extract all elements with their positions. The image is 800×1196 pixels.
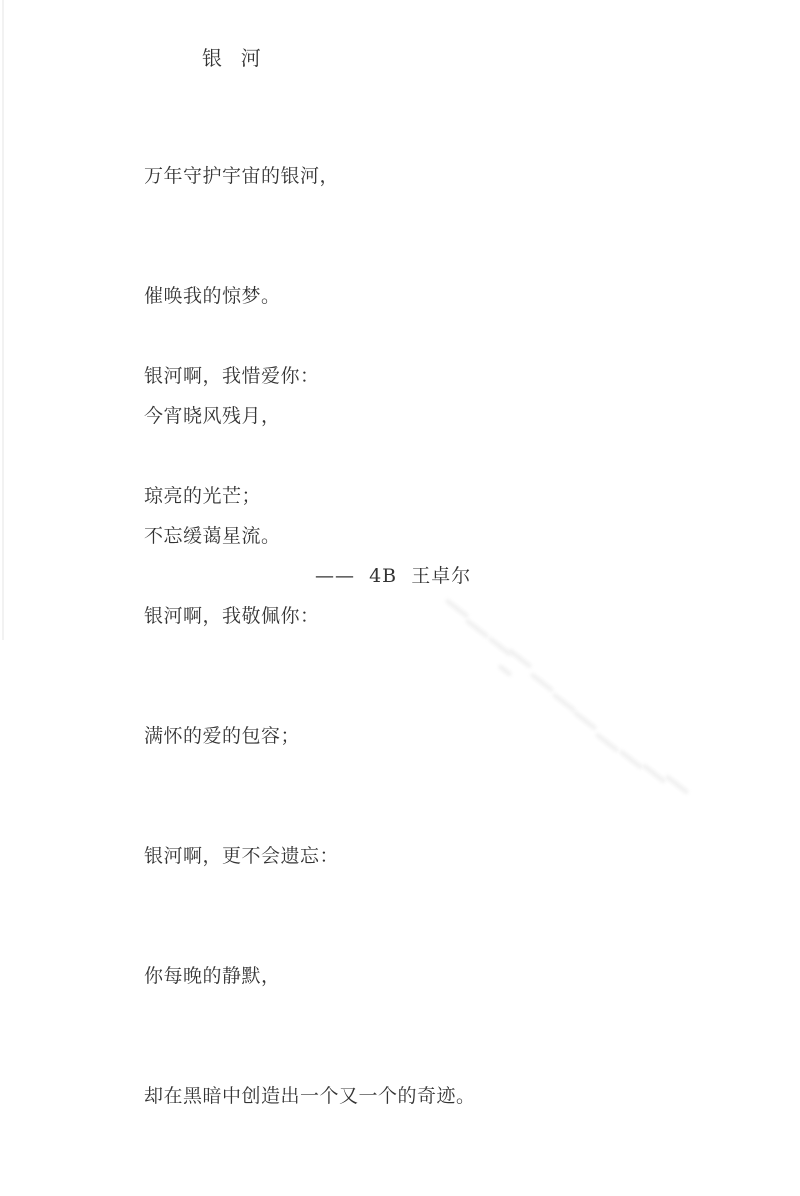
poem-title: 银 河: [202, 46, 263, 70]
poem-line: 却在黑暗中创造出一个又一个的奇迹。: [144, 1085, 476, 1107]
poem-line: 你每晚的静默，: [144, 965, 281, 987]
watermark-stroke: [664, 774, 689, 795]
author-signature: —— 4B 王卓尔: [315, 565, 472, 587]
watermark-stroke: [594, 732, 619, 753]
poem-line: 万年守护宇宙的银河，: [144, 165, 340, 187]
watermark-stroke: [572, 710, 597, 731]
poem-line: 银河啊，更不会遗忘：: [144, 845, 340, 867]
watermark-stroke: [497, 664, 513, 678]
poem-line: 银河啊，我惜爱你：: [144, 365, 320, 387]
poem-stanza-2: [144, 276, 476, 1196]
poem-line: 满怀的爱的包容；: [144, 725, 301, 747]
poem-line: 银河啊，我敬佩你：: [144, 605, 320, 627]
watermark-stroke: [551, 692, 576, 713]
poem-line: 不忘缓蔼星流。: [144, 525, 281, 547]
poem-line: 今宵晓风残月，: [144, 405, 281, 427]
watermark-stroke: [529, 672, 554, 693]
watermark-stroke: [507, 648, 532, 669]
watermark-stroke: [487, 636, 512, 657]
poem-line: 催唤我的惊梦。: [144, 285, 281, 307]
watermark-stroke: [641, 763, 666, 784]
scan-edge-artifact: [2, 0, 4, 640]
watermark-stroke: [618, 749, 643, 770]
poem-line: 琼亮的光芒；: [144, 485, 262, 507]
